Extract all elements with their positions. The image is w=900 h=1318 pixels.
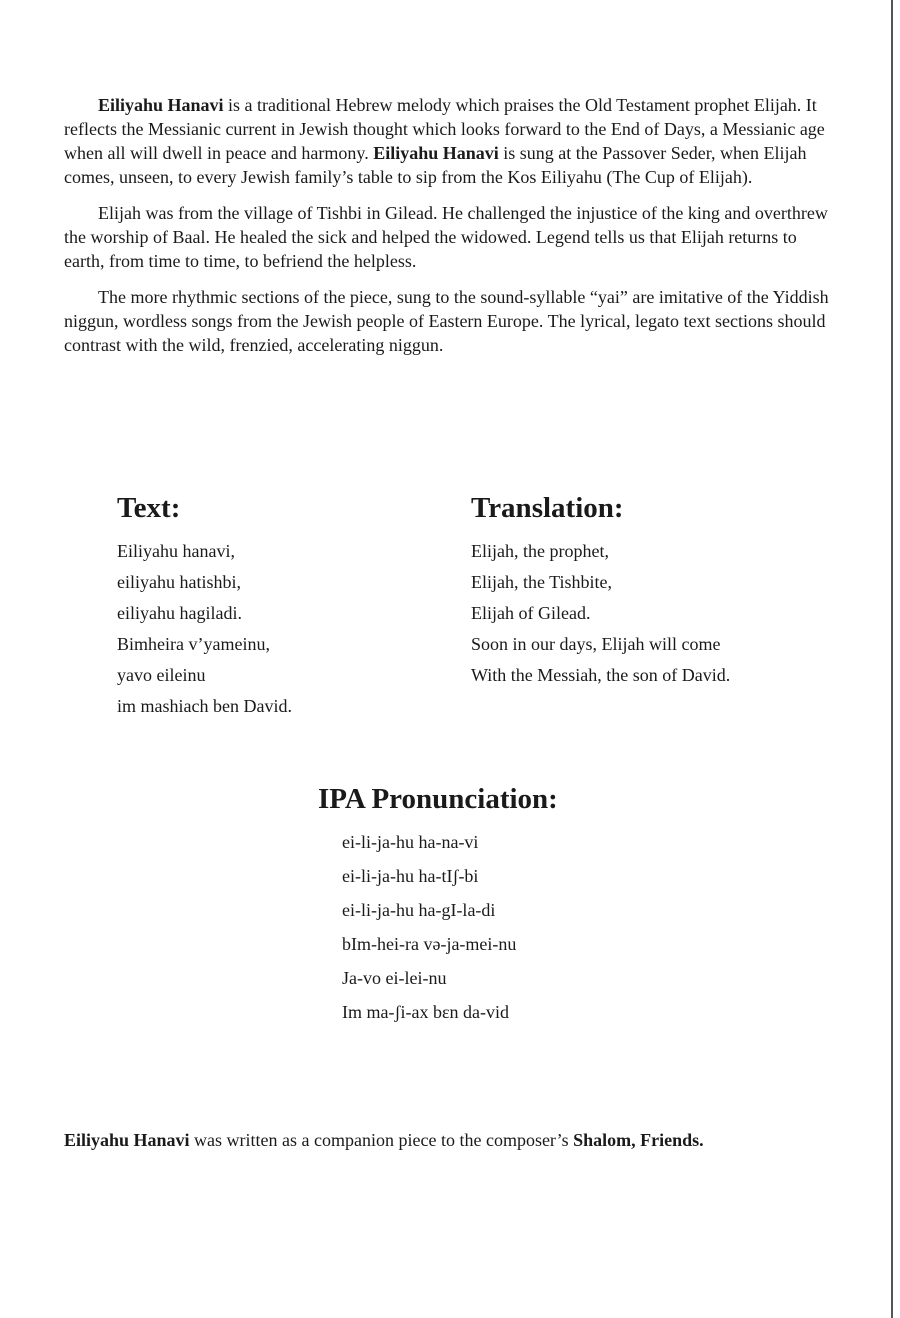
page-edge-line <box>891 0 893 1318</box>
title-bold: Eiliyahu Hanavi <box>98 95 224 115</box>
translation-line: Elijah, the Tishbite, <box>471 572 613 592</box>
ipa-line: Im ma-ʃi-ax bɛn da-vid <box>342 1002 510 1022</box>
ipa-heading: IPA Pronunciation: <box>318 783 558 815</box>
intro-text: is sung at the Passover Seder, when Elijah comes, unseen, to every Jewish family’s table to sip from the Kos Eiliyahu (The Cup of Elijah). <box>64 143 807 187</box>
ipa-line: Ja-vo ei-lei-nu <box>342 968 447 988</box>
text-heading: Text: <box>117 492 181 524</box>
title-bold: Eiliyahu Hanavi <box>373 143 499 163</box>
ipa-line: ei-li-ja-hu ha-na-vi <box>342 832 479 852</box>
text-section <box>117 491 292 725</box>
text-line: Bimheira v’yameinu, <box>117 634 270 654</box>
companion-title-bold: Shalom, Friends. <box>573 1130 704 1150</box>
translation-line: Soon in our days, Elijah will come <box>471 634 721 654</box>
translation-line: Elijah, the prophet, <box>471 541 609 561</box>
text-line: Eiliyahu hanavi, <box>117 541 235 561</box>
ipa-line: ei-li-ja-hu ha-gI-la-di <box>342 900 496 920</box>
intro-paragraph-3: The more rhythmic sections of the piece, sung to the sound-syllable “yai” are imitative of the Yiddish niggun, wordless songs from the Jewish people of Eastern Europe. The lyrical, legato text sections should contrast with the wild, frenzied, accelerating niggun. <box>64 287 829 355</box>
translation-heading: Translation: <box>471 492 624 524</box>
ipa-line: bIm-hei-ra və-ja-mei-nu <box>342 934 517 954</box>
footer-note <box>64 1128 864 1152</box>
text-line: im mashiach ben David. <box>117 696 292 716</box>
translation-line: Elijah of Gilead. <box>471 603 591 623</box>
intro-paragraph-1 <box>64 93 839 189</box>
ipa-line: ei-li-ja-hu ha-tIʃ-bi <box>342 866 479 886</box>
title-bold: Eiliyahu Hanavi <box>64 1130 190 1150</box>
intro-text: is a traditional Hebrew melody which praises the Old Testament prophet Elijah. It reflects the Messianic current in Jewish thought which looks forward to the End of Days, a Messianic age when all will dwell in peace and harmony. <box>64 95 825 163</box>
translation-section <box>471 491 730 694</box>
text-line: eiliyahu hatishbi, <box>117 572 241 592</box>
translation-line: With the Messiah, the son of David. <box>471 665 731 685</box>
text-line: yavo eileinu <box>117 665 206 685</box>
footer-text: was written as a companion piece to the composer’s <box>189 1130 574 1150</box>
ipa-section <box>318 782 558 1034</box>
text-line: eiliyahu hagiladi. <box>117 603 242 623</box>
intro-section <box>64 93 839 369</box>
intro-paragraph-2: Elijah was from the village of Tishbi in Gilead. He challenged the injustice of the king and overthrew the worship of Baal. He healed the sick and helped the widowed. Legend tells us that Elijah returns to earth, from time to time, to befriend the helpless. <box>64 203 828 271</box>
